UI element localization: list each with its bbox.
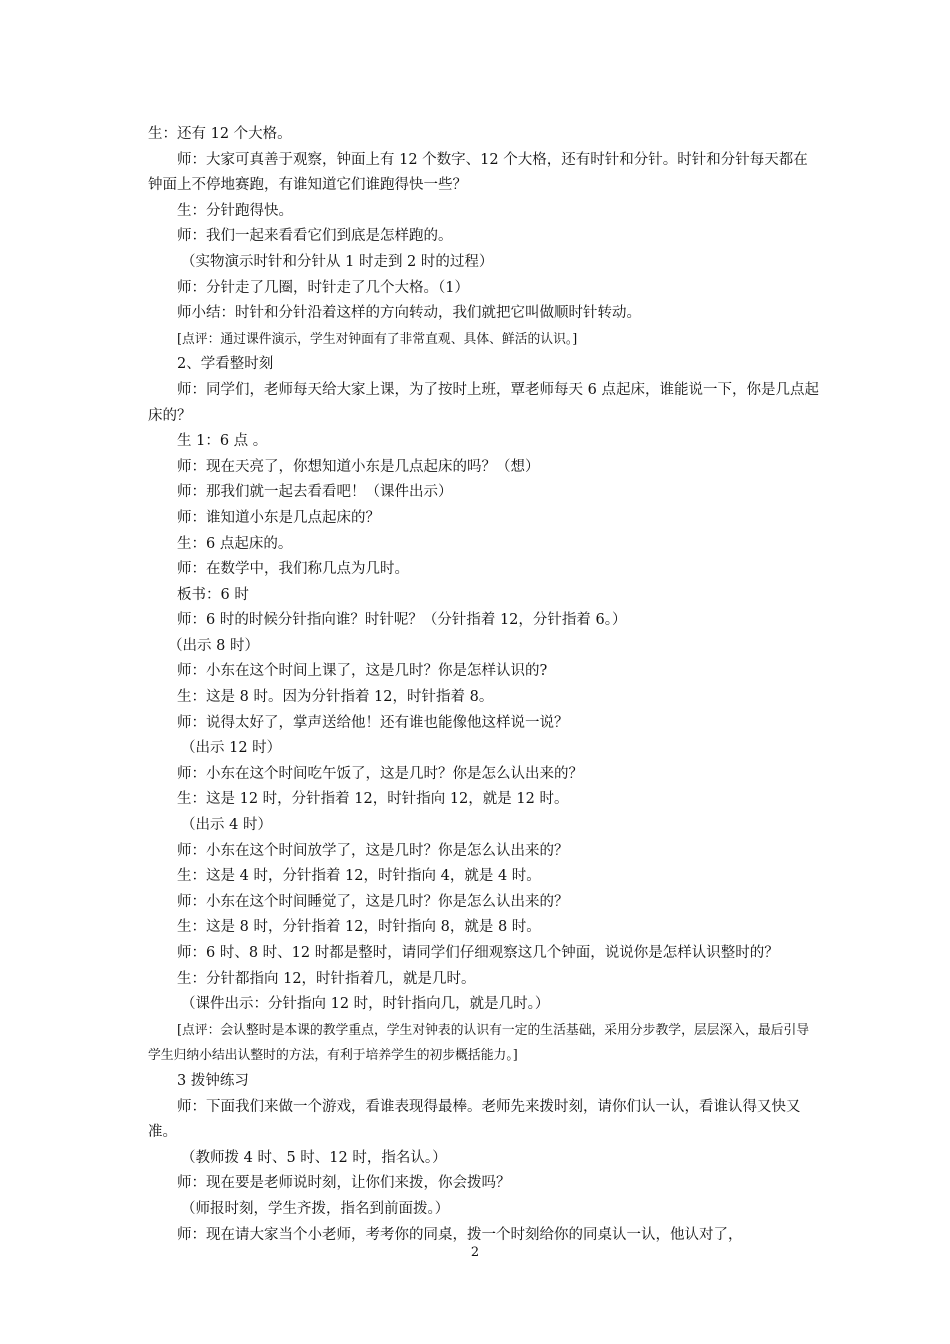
dialogue-paragraph: （课件出示：分针指向 12 时，时针指向几，就是几时。） [181, 996, 550, 1013]
document-body [148, 122, 820, 1248]
dialogue-paragraph: 师：分针走了几圈，时针走了几个大格。（1） [177, 279, 469, 296]
dialogue-paragraph: 师：大家可真善于观察，钟面上有 12 个数字、12 个大格，还有时针和分针。时针和分针每天都在钟面上不停地赛跑，有谁知道它们谁跑得快一些？ [148, 151, 808, 194]
dialogue-paragraph: 师：小东在这个时间吃午饭了，这是几时？你是怎么认出来的？ [177, 765, 583, 782]
dialogue-paragraph: 生：还有 12 个大格。 [148, 126, 292, 142]
dialogue-paragraph: 3 拨钟练习 [177, 1072, 249, 1089]
dialogue-paragraph: 师：小东在这个时间放学了，这是几时？你是怎么认出来的？ [177, 842, 569, 859]
dialogue-paragraph: 师：我们一起来看看它们到底是怎样跑的。 [177, 228, 453, 245]
dialogue-paragraph: （出示 8 时） [168, 637, 259, 654]
dialogue-paragraph: 师：现在请大家当个小老师，考考你的同桌，拨一个时刻给你的同桌认一认，他认对了， [177, 1226, 743, 1243]
dialogue-paragraph: 师：6 时的时候分针指向谁？时针呢？（分针指着 12，分针指着 6。） [177, 612, 627, 629]
dialogue-paragraph: 生：6 点起床的。 [177, 535, 293, 552]
dialogue-paragraph: 2、学看整时刻 [177, 356, 274, 373]
dialogue-paragraph: 师：现在天亮了，你想知道小东是几点起床的吗？（想） [177, 458, 540, 475]
dialogue-paragraph: （教师拨 4 时、5 时、12 时，指名认。） [181, 1149, 447, 1166]
dialogue-paragraph: 板书：6 时 [177, 586, 249, 603]
commentary-paragraph: [点评：会认整时是本课的教学重点，学生对钟表的认识有一定的生活基础，采用分步教学，层层深入，最后引导学生归纳小结出认整时的方法，有利于培养学生的初步概括能力。] [148, 1022, 810, 1064]
dialogue-paragraph: 生：分针跑得快。 [177, 202, 293, 219]
dialogue-paragraph: 生：这是 12 时，分针指着 12，时针指向 12，就是 12 时。 [177, 791, 569, 808]
dialogue-paragraph: 生：这是 8 时，分针指着 12，时针指向 8，就是 8 时。 [177, 919, 541, 936]
dialogue-paragraph: 生：这是 4 时，分针指着 12，时针指向 4，就是 4 时。 [177, 868, 541, 885]
dialogue-paragraph: 师：现在要是老师说时刻，让你们来拨，你会拨吗？ [177, 1175, 511, 1192]
dialogue-paragraph: 师：谁知道小东是几点起床的？ [177, 509, 380, 526]
dialogue-paragraph: 师：小东在这个时间睡觉了，这是几时？你是怎么认出来的？ [177, 893, 569, 910]
dialogue-paragraph: （实物演示时针和分针从 1 时走到 2 时的过程） [181, 253, 494, 270]
dialogue-paragraph: 生 1：6 点 。 [177, 433, 268, 450]
dialogue-paragraph: 师：6 时、8 时、12 时都是整时，请同学们仔细观察这几个钟面，说说你是怎样认识整时的？ [177, 945, 779, 961]
dialogue-paragraph: 师：在数学中，我们称几点为几时。 [177, 561, 409, 578]
dialogue-paragraph: 生：分针都指向 12，时针指着几，就是几时。 [177, 970, 476, 987]
dialogue-paragraph: 师：说得太好了，掌声送给他！还有谁也能像他这样说一说？ [177, 714, 569, 731]
dialogue-paragraph: （师报时刻，学生齐拨，指名到前面拨。） [181, 1200, 450, 1217]
dialogue-paragraph: 师小结：时针和分针沿着这样的方向转动，我们就把它叫做顺时针转动。 [177, 305, 641, 322]
dialogue-paragraph: 师：那我们就一起去看看吧！（课件出示） [177, 484, 453, 501]
dialogue-paragraph: 师：小东在这个时间上课了，这是几时？你是怎样认识的? [177, 663, 548, 680]
dialogue-paragraph: （出示 12 时） [181, 740, 282, 757]
commentary-paragraph: [点评：通过课件演示，学生对钟面有了非常直观、具体、鲜活的认识。] [177, 331, 578, 347]
dialogue-paragraph: 师：同学们，老师每天给大家上课，为了按时上班，覃老师每天 6 点起床，谁能说一下，你是几点起床的？ [148, 381, 819, 424]
dialogue-paragraph: （出示 4 时） [181, 817, 272, 834]
page-number: 2 [470, 1245, 480, 1260]
dialogue-paragraph: 生：这是 8 时。因为分针指着 12，时针指着 8。 [177, 689, 494, 706]
dialogue-paragraph: 师：下面我们来做一个游戏，看谁表现得最棒。老师先来拨时刻，请你们认一认，看谁认得又快又准。 [148, 1098, 801, 1141]
